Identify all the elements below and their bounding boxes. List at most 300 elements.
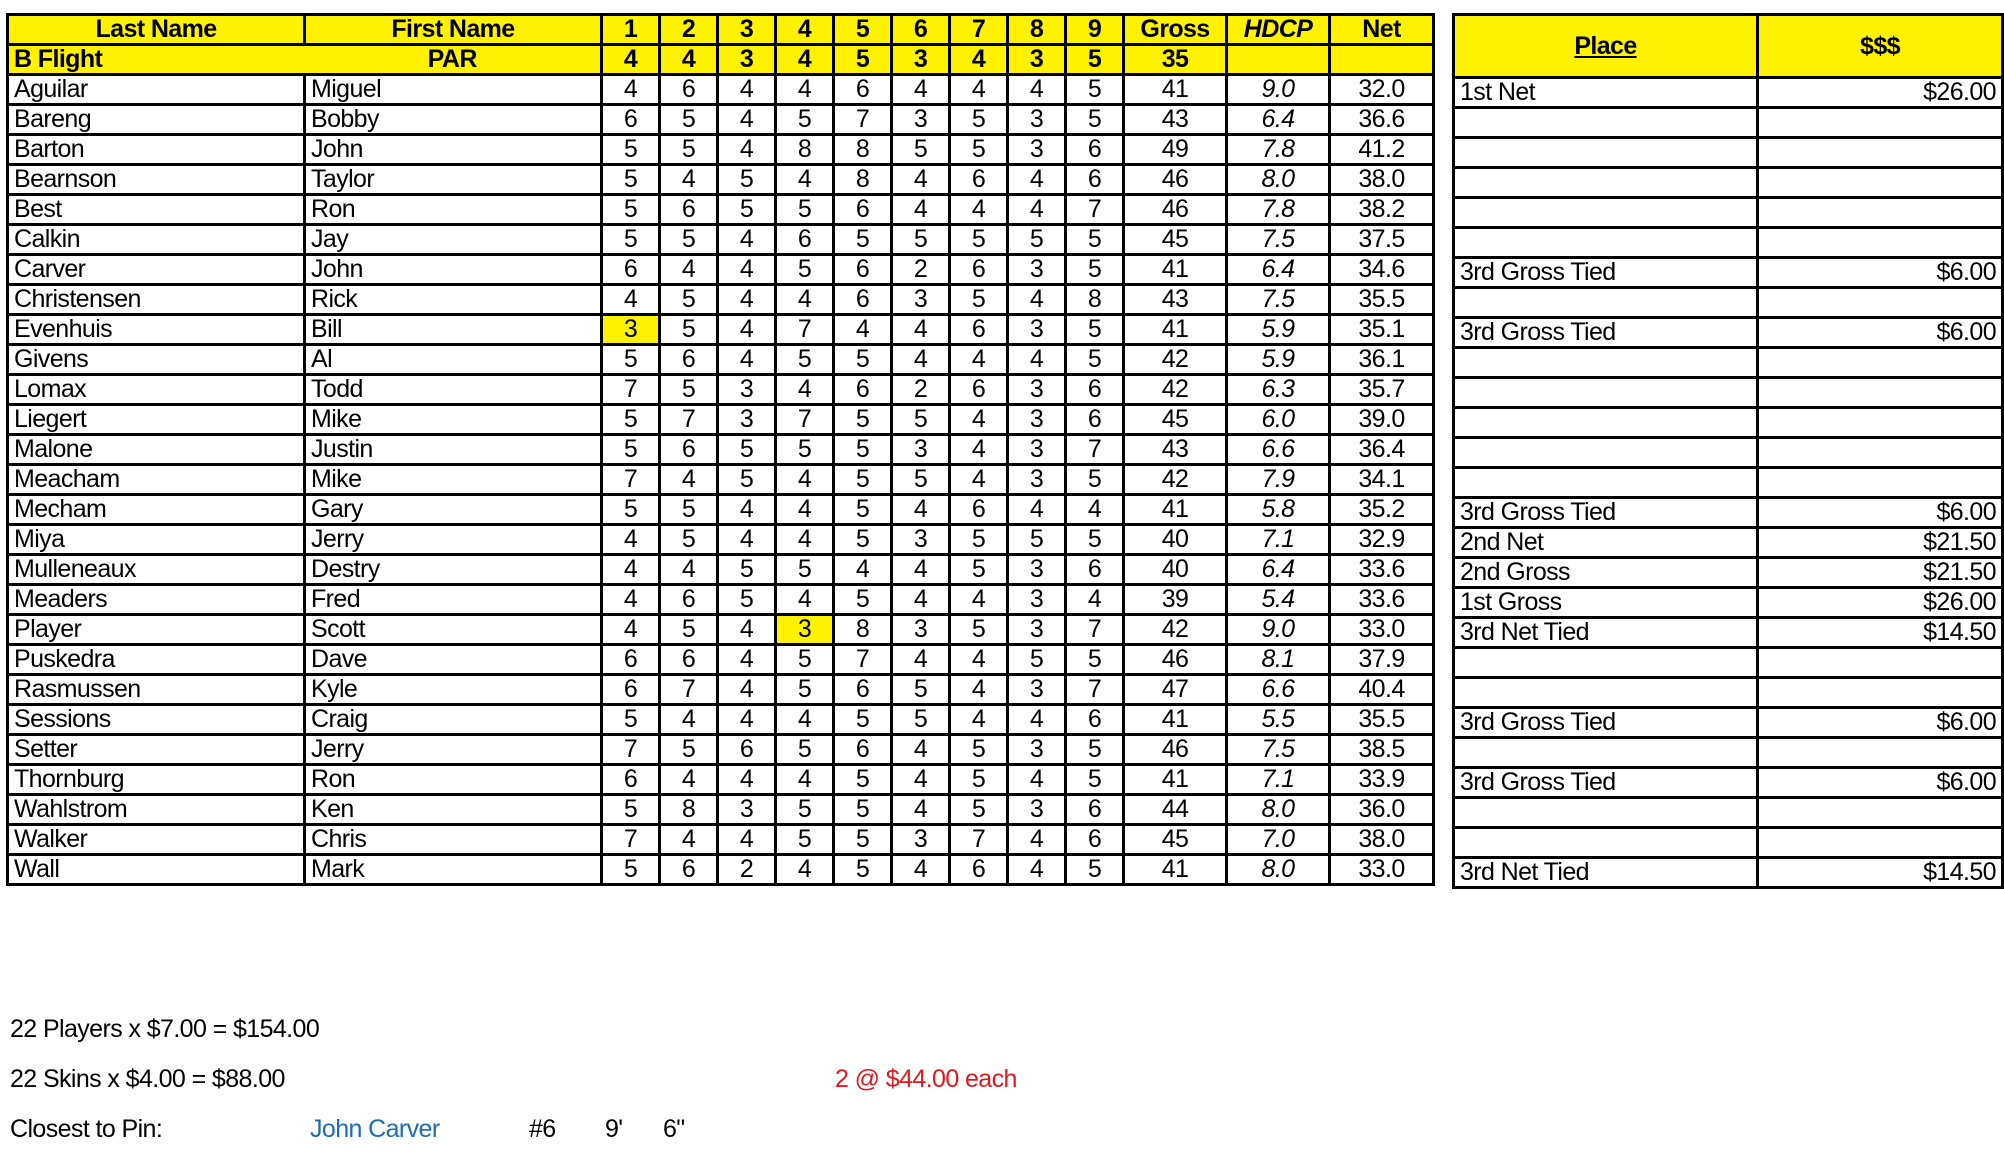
hole-2-score: 7 (660, 675, 718, 705)
hole-4-score: 4 (776, 465, 834, 495)
first-name-cell: Taylor (305, 165, 602, 195)
gross-cell: 45 (1124, 405, 1227, 435)
hdcp-cell: 5.5 (1227, 705, 1330, 735)
hole-5-score: 5 (834, 585, 892, 615)
hole-5-header: 5 (834, 15, 892, 45)
last-name-cell: Best (8, 195, 305, 225)
hole-1-score: 5 (602, 795, 660, 825)
hdcp-header: HDCP (1227, 15, 1330, 45)
hole-1-score: 4 (602, 615, 660, 645)
hole-9-score: 4 (1066, 585, 1124, 615)
money-header: $$$ (1758, 15, 2003, 78)
hole-2-score: 5 (660, 525, 718, 555)
hole-3-score: 4 (718, 105, 776, 135)
payout-row (1454, 138, 2003, 168)
place-cell (1454, 678, 1758, 708)
hole-3-score: 5 (718, 165, 776, 195)
hole-2-score: 5 (660, 105, 718, 135)
hole-9-score: 7 (1066, 615, 1124, 645)
hole-3-score: 5 (718, 465, 776, 495)
hole-9-score: 6 (1066, 795, 1124, 825)
hole-8-score: 3 (1008, 405, 1066, 435)
hole-6-score: 3 (892, 525, 950, 555)
player-row (8, 285, 1434, 315)
prize-cell (1758, 168, 2003, 198)
hole-5-score: 8 (834, 135, 892, 165)
hole-1-score: 4 (602, 75, 660, 105)
place-cell (1454, 738, 1758, 768)
hole-1-score: 5 (602, 705, 660, 735)
hole-1-score: 5 (602, 435, 660, 465)
hole-8-score: 5 (1008, 525, 1066, 555)
hole-3-score: 2 (718, 855, 776, 885)
last-name-cell: Evenhuis (8, 315, 305, 345)
hole-9-score: 6 (1066, 825, 1124, 855)
player-row (8, 705, 1434, 735)
par-hole-8: 3 (1008, 45, 1066, 75)
gross-cell: 43 (1124, 285, 1227, 315)
hole-8-score: 3 (1008, 585, 1066, 615)
place-cell (1454, 348, 1758, 378)
first-name-cell: Dave (305, 645, 602, 675)
hole-6-score: 4 (892, 765, 950, 795)
gross-cell: 41 (1124, 495, 1227, 525)
place-cell: 3rd Net Tied (1454, 858, 1758, 888)
first-name-cell: Todd (305, 375, 602, 405)
hole-9-score: 5 (1066, 255, 1124, 285)
hole-5-score: 5 (834, 435, 892, 465)
hole-8-score: 3 (1008, 465, 1066, 495)
hole-9-score: 5 (1066, 645, 1124, 675)
hole-2-score: 4 (660, 825, 718, 855)
hole-5-score: 6 (834, 255, 892, 285)
first-name-cell: Jay (305, 225, 602, 255)
hole-8-score: 3 (1008, 735, 1066, 765)
prize-cell: $6.00 (1758, 708, 2003, 738)
last-name-cell: Meacham (8, 465, 305, 495)
hole-1-score: 5 (602, 345, 660, 375)
hole-5-score: 5 (834, 525, 892, 555)
hole-7-score: 4 (950, 195, 1008, 225)
first-name-cell: Destry (305, 555, 602, 585)
hole-3-score: 4 (718, 225, 776, 255)
hole-3-score: 4 (718, 645, 776, 675)
par-label: PAR (305, 45, 602, 75)
hole-3-score: 4 (718, 825, 776, 855)
first-name-cell: Mike (305, 405, 602, 435)
hole-9-score: 5 (1066, 465, 1124, 495)
hole-6-header: 6 (892, 15, 950, 45)
net-cell: 36.1 (1330, 345, 1434, 375)
prize-cell (1758, 288, 2003, 318)
hole-6-score: 4 (892, 555, 950, 585)
hole-7-score: 4 (950, 675, 1008, 705)
hole-1-score: 7 (602, 375, 660, 405)
payout-row (1454, 78, 2003, 108)
closest-to-pin-inches: 6" (663, 1115, 685, 1143)
player-row (8, 225, 1434, 255)
gross-cell: 41 (1124, 765, 1227, 795)
payout-row (1454, 768, 2003, 798)
prize-cell (1758, 738, 2003, 768)
hole-8-score: 4 (1008, 855, 1066, 885)
payout-row (1454, 828, 2003, 858)
last-name-cell: Sessions (8, 705, 305, 735)
player-row (8, 315, 1434, 345)
par-hole-2: 4 (660, 45, 718, 75)
gross-cell: 43 (1124, 435, 1227, 465)
hole-8-score: 3 (1008, 105, 1066, 135)
par-net (1330, 45, 1434, 75)
hole-9-score: 5 (1066, 525, 1124, 555)
player-row (8, 525, 1434, 555)
payout-row (1454, 648, 2003, 678)
hole-6-score: 3 (892, 615, 950, 645)
hole-3-score: 4 (718, 615, 776, 645)
par-hole-5: 5 (834, 45, 892, 75)
hole-8-score: 3 (1008, 675, 1066, 705)
payout-row (1454, 438, 2003, 468)
hole-8-score: 3 (1008, 375, 1066, 405)
hdcp-cell: 6.6 (1227, 675, 1330, 705)
net-cell: 35.5 (1330, 705, 1434, 735)
gross-cell: 46 (1124, 645, 1227, 675)
par-hole-4: 4 (776, 45, 834, 75)
hole-5-score: 4 (834, 555, 892, 585)
net-cell: 41.2 (1330, 135, 1434, 165)
hole-3-score: 4 (718, 285, 776, 315)
hole-2-score: 8 (660, 795, 718, 825)
hole-2-score: 5 (660, 495, 718, 525)
gross-cell: 40 (1124, 525, 1227, 555)
hole-8-score: 3 (1008, 315, 1066, 345)
first-name-cell: Craig (305, 705, 602, 735)
hole-7-score: 4 (950, 585, 1008, 615)
place-cell (1454, 468, 1758, 498)
net-cell: 34.6 (1330, 255, 1434, 285)
player-row (8, 765, 1434, 795)
net-cell: 38.0 (1330, 825, 1434, 855)
hole-6-score: 5 (892, 675, 950, 705)
gross-cell: 46 (1124, 195, 1227, 225)
closest-to-pin-name: John Carver (310, 1115, 440, 1143)
hole-2-score: 6 (660, 585, 718, 615)
hole-6-score: 5 (892, 405, 950, 435)
hole-9-score: 6 (1066, 555, 1124, 585)
prize-cell: $21.50 (1758, 558, 2003, 588)
hole-7-score: 6 (950, 855, 1008, 885)
hole-2-score: 6 (660, 855, 718, 885)
net-cell: 32.9 (1330, 525, 1434, 555)
hole-3-score: 4 (718, 525, 776, 555)
hole-1-header: 1 (602, 15, 660, 45)
hole-4-score: 4 (776, 285, 834, 315)
hdcp-cell: 6.0 (1227, 405, 1330, 435)
hole-9-score: 7 (1066, 675, 1124, 705)
prize-cell (1758, 138, 2003, 168)
last-name-cell: Lomax (8, 375, 305, 405)
gross-header: Gross (1124, 15, 1227, 45)
hole-4-score: 5 (776, 645, 834, 675)
hole-6-score: 3 (892, 285, 950, 315)
payout-row (1454, 168, 2003, 198)
hole-1-score: 5 (602, 855, 660, 885)
hole-9-score: 5 (1066, 315, 1124, 345)
hole-9-score: 8 (1066, 285, 1124, 315)
prize-cell: $6.00 (1758, 258, 2003, 288)
hole-7-score: 5 (950, 225, 1008, 255)
player-row (8, 495, 1434, 525)
net-cell: 35.1 (1330, 315, 1434, 345)
first-name-cell: John (305, 135, 602, 165)
place-header-cell (1454, 15, 1758, 78)
payout-row (1454, 558, 2003, 588)
hole-4-score: 7 (776, 315, 834, 345)
player-row (8, 615, 1434, 645)
hdcp-cell: 7.9 (1227, 465, 1330, 495)
last-name-cell: Carver (8, 255, 305, 285)
hole-3-score: 4 (718, 315, 776, 345)
hole-8-score: 3 (1008, 555, 1066, 585)
par-hole-3: 3 (718, 45, 776, 75)
payout-row (1454, 288, 2003, 318)
place-cell (1454, 138, 1758, 168)
player-row (8, 75, 1434, 105)
hdcp-cell: 7.1 (1227, 765, 1330, 795)
hole-6-score: 4 (892, 735, 950, 765)
net-cell: 37.5 (1330, 225, 1434, 255)
last-name-cell: Wahlstrom (8, 795, 305, 825)
hole-4-score: 5 (776, 825, 834, 855)
hole-1-score: 6 (602, 765, 660, 795)
hole-2-score: 4 (660, 255, 718, 285)
hdcp-cell: 8.0 (1227, 855, 1330, 885)
hole-4-score: 4 (776, 75, 834, 105)
hole-5-score: 5 (834, 705, 892, 735)
hole-5-score: 6 (834, 285, 892, 315)
hole-1-score: 4 (602, 585, 660, 615)
player-row (8, 795, 1434, 825)
hole-3-score: 4 (718, 75, 776, 105)
player-row (8, 435, 1434, 465)
first-name-cell: Bill (305, 315, 602, 345)
payout-row (1454, 588, 2003, 618)
hole-4-score: 5 (776, 345, 834, 375)
hole-1-score: 5 (602, 405, 660, 435)
player-row (8, 855, 1434, 885)
place-cell (1454, 828, 1758, 858)
player-row (8, 405, 1434, 435)
payout-row (1454, 348, 2003, 378)
first-name-cell: Jerry (305, 735, 602, 765)
hdcp-cell: 7.5 (1227, 285, 1330, 315)
hole-2-header: 2 (660, 15, 718, 45)
net-cell: 38.2 (1330, 195, 1434, 225)
players-total: 22 Players x $7.00 = $154.00 (10, 1015, 320, 1043)
payout-row (1454, 738, 2003, 768)
hole-3-score: 3 (718, 375, 776, 405)
last-name-cell: Thornburg (8, 765, 305, 795)
hole-4-score: 5 (776, 435, 834, 465)
hole-3-score: 4 (718, 705, 776, 735)
hdcp-cell: 6.4 (1227, 555, 1330, 585)
hole-3-score: 4 (718, 135, 776, 165)
gross-cell: 41 (1124, 75, 1227, 105)
hole-3-score: 6 (718, 735, 776, 765)
hole-5-score: 5 (834, 825, 892, 855)
hole-8-score: 5 (1008, 225, 1066, 255)
first-name-cell: Mike (305, 465, 602, 495)
hole-6-score: 4 (892, 855, 950, 885)
hdcp-cell: 9.0 (1227, 615, 1330, 645)
hole-7-score: 4 (950, 705, 1008, 735)
place-cell (1454, 168, 1758, 198)
last-name-cell: Liegert (8, 405, 305, 435)
place-cell (1454, 228, 1758, 258)
prize-cell: $26.00 (1758, 588, 2003, 618)
net-cell: 33.0 (1330, 615, 1434, 645)
hole-6-score: 4 (892, 195, 950, 225)
hole-6-score: 2 (892, 375, 950, 405)
hole-1-score: 5 (602, 225, 660, 255)
hole-5-score: 7 (834, 645, 892, 675)
net-cell: 32.0 (1330, 75, 1434, 105)
place-cell (1454, 798, 1758, 828)
hole-3-score: 4 (718, 495, 776, 525)
player-row (8, 465, 1434, 495)
first-name-cell: Justin (305, 435, 602, 465)
net-header: Net (1330, 15, 1434, 45)
first-name-cell: Gary (305, 495, 602, 525)
par-hdcp (1227, 45, 1330, 75)
player-row (8, 255, 1434, 285)
hole-7-score: 5 (950, 795, 1008, 825)
hole-7-score: 5 (950, 525, 1008, 555)
payout-table (1452, 13, 2004, 889)
hole-7-score: 4 (950, 345, 1008, 375)
skins-payout: 2 @ $44.00 each (835, 1065, 1017, 1093)
prize-cell: $6.00 (1758, 768, 2003, 798)
hole-3-score: 5 (718, 195, 776, 225)
first-name-cell: Ron (305, 195, 602, 225)
player-row (8, 135, 1434, 165)
player-row (8, 585, 1434, 615)
hole-7-score: 6 (950, 375, 1008, 405)
prize-cell: $14.50 (1758, 858, 2003, 888)
place-cell: 2nd Net (1454, 528, 1758, 558)
hole-6-score: 4 (892, 165, 950, 195)
hole-9-score: 5 (1066, 735, 1124, 765)
payout-row (1454, 708, 2003, 738)
first-name-cell: Fred (305, 585, 602, 615)
payout-row (1454, 228, 2003, 258)
hole-5-score: 7 (834, 105, 892, 135)
gross-cell: 42 (1124, 615, 1227, 645)
gross-cell: 41 (1124, 315, 1227, 345)
hole-4-score: 7 (776, 405, 834, 435)
hole-8-score: 4 (1008, 765, 1066, 795)
place-cell: 1st Net (1454, 78, 1758, 108)
prize-cell (1758, 438, 2003, 468)
first-name-cell: Rick (305, 285, 602, 315)
hole-4-score: 4 (776, 165, 834, 195)
player-row (8, 345, 1434, 375)
hole-7-score: 6 (950, 315, 1008, 345)
place-cell (1454, 438, 1758, 468)
last-name-cell: Christensen (8, 285, 305, 315)
player-row (8, 675, 1434, 705)
last-name-cell: Aguilar (8, 75, 305, 105)
gross-cell: 41 (1124, 255, 1227, 285)
hole-8-score: 3 (1008, 615, 1066, 645)
hole-7-score: 6 (950, 495, 1008, 525)
hole-9-score: 7 (1066, 435, 1124, 465)
payout-row (1454, 798, 2003, 828)
place-header: Place (1574, 31, 1637, 60)
hole-9-score: 4 (1066, 495, 1124, 525)
player-row (8, 825, 1434, 855)
hdcp-cell: 7.5 (1227, 225, 1330, 255)
place-cell: 3rd Net Tied (1454, 618, 1758, 648)
hole-1-score: 5 (602, 135, 660, 165)
hole-2-score: 4 (660, 465, 718, 495)
payout-row (1454, 198, 2003, 228)
payout-row (1454, 498, 2003, 528)
hdcp-cell: 5.8 (1227, 495, 1330, 525)
hole-3-score: 3 (718, 795, 776, 825)
hdcp-cell: 7.0 (1227, 825, 1330, 855)
gross-cell: 41 (1124, 705, 1227, 735)
hole-7-header: 7 (950, 15, 1008, 45)
hole-6-score: 5 (892, 135, 950, 165)
hole-6-score: 4 (892, 795, 950, 825)
hole-1-score: 7 (602, 735, 660, 765)
gross-cell: 39 (1124, 585, 1227, 615)
hole-5-score: 6 (834, 75, 892, 105)
last-name-header: Last Name (8, 15, 305, 45)
hdcp-cell: 7.5 (1227, 735, 1330, 765)
hole-9-score: 6 (1066, 135, 1124, 165)
payout-row (1454, 378, 2003, 408)
hole-3-score: 5 (718, 585, 776, 615)
hole-2-score: 6 (660, 645, 718, 675)
player-row (8, 735, 1434, 765)
hole-3-score: 4 (718, 765, 776, 795)
hdcp-cell: 6.4 (1227, 105, 1330, 135)
hole-8-score: 3 (1008, 255, 1066, 285)
hdcp-cell: 5.4 (1227, 585, 1330, 615)
payout-row (1454, 258, 2003, 288)
closest-to-pin-feet: 9' (605, 1115, 623, 1143)
prize-cell (1758, 228, 2003, 258)
payout-row (1454, 858, 2003, 888)
prize-cell (1758, 108, 2003, 138)
player-row (8, 105, 1434, 135)
hole-5-score: 5 (834, 495, 892, 525)
hole-4-score: 4 (776, 705, 834, 735)
hole-2-score: 6 (660, 435, 718, 465)
payout-row (1454, 678, 2003, 708)
gross-cell: 46 (1124, 735, 1227, 765)
hole-9-score: 7 (1066, 195, 1124, 225)
place-cell (1454, 198, 1758, 228)
hole-2-score: 5 (660, 375, 718, 405)
hole-8-score: 4 (1008, 285, 1066, 315)
hole-5-score: 6 (834, 735, 892, 765)
last-name-cell: Calkin (8, 225, 305, 255)
player-row (8, 375, 1434, 405)
hole-6-score: 5 (892, 705, 950, 735)
